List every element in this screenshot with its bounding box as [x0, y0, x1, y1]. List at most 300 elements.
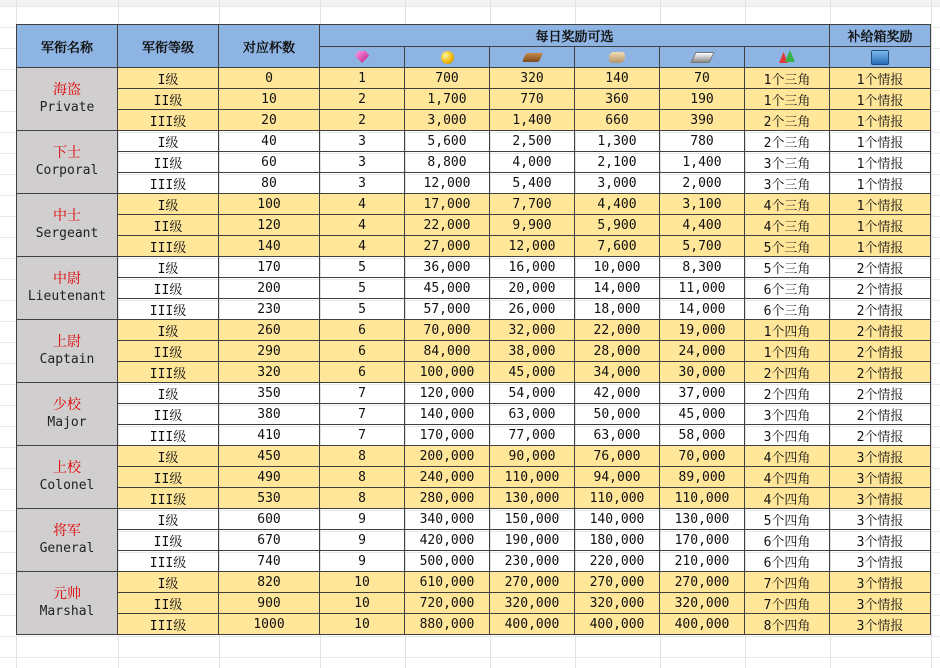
intel-cell[interactable]: 2个情报 — [830, 404, 931, 425]
level-cell[interactable]: II级 — [118, 467, 219, 488]
gem-cell[interactable]: 4 — [320, 215, 405, 236]
wood-cell[interactable]: 32,000 — [490, 320, 575, 341]
wood-cell[interactable]: 320,000 — [490, 593, 575, 614]
level-cell[interactable]: III级 — [118, 110, 219, 131]
iron-cell[interactable]: 58,000 — [660, 425, 745, 446]
header-pieces[interactable] — [745, 47, 830, 68]
wood-cell[interactable]: 150,000 — [490, 509, 575, 530]
iron-cell[interactable]: 14,000 — [660, 299, 745, 320]
stone-cell[interactable]: 28,000 — [575, 341, 660, 362]
gem-cell[interactable]: 5 — [320, 299, 405, 320]
stone-cell[interactable]: 5,900 — [575, 215, 660, 236]
cups-cell[interactable]: 410 — [219, 425, 320, 446]
stone-cell[interactable]: 110,000 — [575, 488, 660, 509]
wood-cell[interactable]: 26,000 — [490, 299, 575, 320]
stone-cell[interactable]: 140,000 — [575, 509, 660, 530]
pieces-cell[interactable]: 7个四角 — [745, 593, 830, 614]
pieces-cell[interactable]: 1个四角 — [745, 320, 830, 341]
gold-cell[interactable]: 420,000 — [405, 530, 490, 551]
gem-cell[interactable]: 6 — [320, 341, 405, 362]
rank-name-en: Private — [39, 100, 95, 115]
intel-cell[interactable]: 1个情报 — [830, 215, 931, 236]
level-cell[interactable]: I级 — [118, 320, 219, 341]
intel-cell[interactable]: 3个情报 — [830, 530, 931, 551]
stone-cell[interactable]: 660 — [575, 110, 660, 131]
level-cell[interactable]: III级 — [118, 362, 219, 383]
wood-cell[interactable]: 38,000 — [490, 341, 575, 362]
iron-cell[interactable]: 4,400 — [660, 215, 745, 236]
intel-cell[interactable]: 2个情报 — [830, 278, 931, 299]
rank-name-cell[interactable] — [17, 320, 118, 383]
stone-icon — [609, 52, 625, 63]
stone-cell[interactable]: 76,000 — [575, 446, 660, 467]
gold-cell[interactable]: 1,700 — [405, 89, 490, 110]
table-row — [17, 257, 931, 278]
header-cups[interactable]: 对应杯数 — [219, 25, 320, 68]
iron-cell[interactable]: 70,000 — [660, 446, 745, 467]
table-row — [17, 173, 931, 194]
intel-cell[interactable]: 3个情报 — [830, 488, 931, 509]
iron-cell[interactable]: 320,000 — [660, 593, 745, 614]
gem-cell[interactable]: 7 — [320, 425, 405, 446]
gem-cell[interactable]: 8 — [320, 488, 405, 509]
pieces-cell[interactable]: 5个四角 — [745, 509, 830, 530]
gold-cell[interactable]: 240,000 — [405, 467, 490, 488]
cups-cell[interactable]: 0 — [219, 68, 320, 89]
gold-cell[interactable]: 27,000 — [405, 236, 490, 257]
stone-cell[interactable]: 50,000 — [575, 404, 660, 425]
wood-cell[interactable]: 54,000 — [490, 383, 575, 404]
pieces-cell[interactable]: 8个四角 — [745, 614, 830, 635]
cups-cell[interactable]: 20 — [219, 110, 320, 131]
wood-cell[interactable]: 270,000 — [490, 572, 575, 593]
wood-cell[interactable]: 400,000 — [490, 614, 575, 635]
gold-cell[interactable]: 140,000 — [405, 404, 490, 425]
intel-cell[interactable]: 3个情报 — [830, 467, 931, 488]
iron-cell[interactable]: 8,300 — [660, 257, 745, 278]
level-cell[interactable]: II级 — [118, 593, 219, 614]
cups-cell[interactable]: 60 — [219, 152, 320, 173]
cups-cell[interactable]: 200 — [219, 278, 320, 299]
intel-cell[interactable]: 2个情报 — [830, 320, 931, 341]
header-daily-reward[interactable]: 每日奖励可选 — [320, 25, 830, 47]
pieces-cell[interactable]: 4个四角 — [745, 467, 830, 488]
intel-cell[interactable]: 1个情报 — [830, 89, 931, 110]
level-cell[interactable]: I级 — [118, 131, 219, 152]
level-cell[interactable]: II级 — [118, 152, 219, 173]
gem-cell[interactable]: 4 — [320, 236, 405, 257]
stone-cell[interactable]: 400,000 — [575, 614, 660, 635]
gold-cell[interactable]: 340,000 — [405, 509, 490, 530]
level-cell[interactable]: I级 — [118, 446, 219, 467]
gem-cell[interactable]: 3 — [320, 173, 405, 194]
stone-cell[interactable]: 140 — [575, 68, 660, 89]
header-wood[interactable] — [490, 47, 575, 68]
gem-cell[interactable]: 7 — [320, 404, 405, 425]
level-cell[interactable]: III级 — [118, 614, 219, 635]
header-stone[interactable] — [575, 47, 660, 68]
iron-cell[interactable]: 110,000 — [660, 488, 745, 509]
pieces-cell[interactable]: 4个三角 — [745, 215, 830, 236]
intel-cell[interactable]: 1个情报 — [830, 194, 931, 215]
level-cell[interactable]: I级 — [118, 572, 219, 593]
triangle-pieces-icon — [779, 50, 795, 64]
stone-cell[interactable]: 180,000 — [575, 530, 660, 551]
level-cell[interactable]: II级 — [118, 278, 219, 299]
gem-cell[interactable]: 1 — [320, 68, 405, 89]
header-rank-level[interactable]: 军衔等级 — [118, 25, 219, 68]
iron-cell[interactable]: 37,000 — [660, 383, 745, 404]
gold-cell[interactable]: 170,000 — [405, 425, 490, 446]
header-supply-reward[interactable]: 补给箱奖励 — [830, 25, 931, 47]
iron-cell[interactable]: 400,000 — [660, 614, 745, 635]
rank-name-cn: 少校 — [53, 397, 81, 413]
gold-cell[interactable]: 84,000 — [405, 341, 490, 362]
iron-cell[interactable]: 170,000 — [660, 530, 745, 551]
level-cell[interactable]: II级 — [118, 530, 219, 551]
cups-cell[interactable]: 600 — [219, 509, 320, 530]
gem-cell[interactable]: 6 — [320, 362, 405, 383]
header-supply-box[interactable] — [830, 47, 931, 68]
iron-cell[interactable]: 2,000 — [660, 173, 745, 194]
rank-name-cell[interactable] — [17, 68, 118, 131]
iron-cell[interactable]: 5,700 — [660, 236, 745, 257]
level-cell[interactable]: I级 — [118, 194, 219, 215]
gold-cell[interactable]: 720,000 — [405, 593, 490, 614]
rank-name-en: General — [39, 541, 95, 556]
header-gold[interactable] — [405, 47, 490, 68]
iron-cell[interactable]: 30,000 — [660, 362, 745, 383]
gem-cell[interactable]: 4 — [320, 194, 405, 215]
iron-cell[interactable]: 45,000 — [660, 404, 745, 425]
pieces-cell[interactable]: 2个三角 — [745, 131, 830, 152]
pieces-cell[interactable]: 3个三角 — [745, 152, 830, 173]
header-iron[interactable] — [660, 47, 745, 68]
table-row — [17, 572, 931, 593]
gem-cell[interactable]: 2 — [320, 110, 405, 131]
table-row — [17, 614, 931, 635]
pieces-cell[interactable]: 6个四角 — [745, 551, 830, 572]
level-cell[interactable]: III级 — [118, 488, 219, 509]
table-row — [17, 89, 931, 110]
level-cell[interactable]: I级 — [118, 257, 219, 278]
cups-cell[interactable]: 290 — [219, 341, 320, 362]
wood-cell[interactable]: 45,000 — [490, 362, 575, 383]
gem-cell[interactable]: 3 — [320, 152, 405, 173]
table-row — [17, 152, 931, 173]
rank-name-en: Colonel — [39, 478, 95, 493]
stone-cell[interactable]: 270,000 — [575, 572, 660, 593]
intel-cell[interactable]: 1个情报 — [830, 173, 931, 194]
stone-cell[interactable]: 10,000 — [575, 257, 660, 278]
gem-cell[interactable]: 5 — [320, 257, 405, 278]
rank-reward-table — [16, 24, 931, 635]
pieces-cell[interactable]: 7个四角 — [745, 572, 830, 593]
intel-cell[interactable]: 1个情报 — [830, 68, 931, 89]
supply-box-icon — [871, 50, 889, 65]
cups-cell[interactable]: 10 — [219, 89, 320, 110]
intel-cell[interactable]: 3个情报 — [830, 593, 931, 614]
cups-cell[interactable]: 100 — [219, 194, 320, 215]
intel-cell[interactable]: 1个情报 — [830, 236, 931, 257]
wood-cell[interactable]: 110,000 — [490, 467, 575, 488]
cups-cell[interactable]: 380 — [219, 404, 320, 425]
wood-cell[interactable]: 12,000 — [490, 236, 575, 257]
intel-cell[interactable]: 2个情报 — [830, 257, 931, 278]
wood-cell[interactable]: 1,400 — [490, 110, 575, 131]
wood-cell[interactable]: 9,900 — [490, 215, 575, 236]
rank-name-cell[interactable] — [17, 572, 118, 635]
pieces-cell[interactable]: 2个四角 — [745, 362, 830, 383]
wood-cell[interactable]: 770 — [490, 89, 575, 110]
level-cell[interactable]: I级 — [118, 509, 219, 530]
cups-cell[interactable]: 320 — [219, 362, 320, 383]
gold-cell[interactable]: 5,600 — [405, 131, 490, 152]
rank-name-cn: 元帅 — [53, 586, 81, 602]
gold-cell[interactable]: 200,000 — [405, 446, 490, 467]
level-cell[interactable]: III级 — [118, 299, 219, 320]
gridline-horizontal — [0, 636, 940, 637]
gem-cell[interactable]: 9 — [320, 509, 405, 530]
level-cell[interactable]: II级 — [118, 341, 219, 362]
stone-cell[interactable]: 220,000 — [575, 551, 660, 572]
cups-cell[interactable]: 80 — [219, 173, 320, 194]
rank-name-cell[interactable] — [17, 194, 118, 257]
level-cell[interactable]: II级 — [118, 89, 219, 110]
wood-cell[interactable]: 130,000 — [490, 488, 575, 509]
gem-cell[interactable]: 5 — [320, 278, 405, 299]
cups-cell[interactable]: 350 — [219, 383, 320, 404]
cups-cell[interactable]: 140 — [219, 236, 320, 257]
iron-cell[interactable]: 390 — [660, 110, 745, 131]
intel-cell[interactable]: 2个情报 — [830, 425, 931, 446]
level-cell[interactable]: III级 — [118, 236, 219, 257]
iron-cell[interactable]: 24,000 — [660, 341, 745, 362]
iron-cell[interactable]: 1,400 — [660, 152, 745, 173]
pieces-cell[interactable]: 6个三角 — [745, 299, 830, 320]
table-row — [17, 551, 931, 572]
wood-cell[interactable]: 4,000 — [490, 152, 575, 173]
gold-cell[interactable]: 700 — [405, 68, 490, 89]
table-row — [17, 425, 931, 446]
wood-cell[interactable]: 230,000 — [490, 551, 575, 572]
gold-cell[interactable]: 57,000 — [405, 299, 490, 320]
wood-cell[interactable]: 90,000 — [490, 446, 575, 467]
table-row — [17, 446, 931, 467]
stone-cell[interactable]: 2,100 — [575, 152, 660, 173]
stone-cell[interactable]: 34,000 — [575, 362, 660, 383]
pieces-cell[interactable]: 4个三角 — [745, 194, 830, 215]
gem-cell[interactable]: 8 — [320, 446, 405, 467]
gold-cell[interactable]: 22,000 — [405, 215, 490, 236]
gem-cell[interactable]: 9 — [320, 551, 405, 572]
rank-name-en: Lieutenant — [27, 289, 107, 304]
gold-cell[interactable]: 880,000 — [405, 614, 490, 635]
cups-cell[interactable]: 530 — [219, 488, 320, 509]
cups-cell[interactable]: 120 — [219, 215, 320, 236]
stone-cell[interactable]: 320,000 — [575, 593, 660, 614]
wood-cell[interactable]: 63,000 — [490, 404, 575, 425]
cups-cell[interactable]: 900 — [219, 593, 320, 614]
rank-name-cn: 上尉 — [53, 334, 81, 350]
gold-cell[interactable]: 12,000 — [405, 173, 490, 194]
rank-name-cell[interactable] — [17, 257, 118, 320]
wood-cell[interactable]: 5,400 — [490, 173, 575, 194]
stone-cell[interactable]: 42,000 — [575, 383, 660, 404]
intel-cell[interactable]: 3个情报 — [830, 614, 931, 635]
gold-cell[interactable]: 120,000 — [405, 383, 490, 404]
intel-cell[interactable]: 2个情报 — [830, 299, 931, 320]
stone-cell[interactable]: 14,000 — [575, 278, 660, 299]
wood-cell[interactable]: 77,000 — [490, 425, 575, 446]
cups-cell[interactable]: 260 — [219, 320, 320, 341]
pieces-cell[interactable]: 1个三角 — [745, 89, 830, 110]
level-cell[interactable]: I级 — [118, 383, 219, 404]
rank-name-en: Major — [47, 415, 87, 430]
gold-cell[interactable]: 3,000 — [405, 110, 490, 131]
stone-cell[interactable]: 360 — [575, 89, 660, 110]
header-gem[interactable] — [320, 47, 405, 68]
intel-cell[interactable]: 2个情报 — [830, 362, 931, 383]
level-cell[interactable]: II级 — [118, 404, 219, 425]
rank-name-cell[interactable] — [17, 509, 118, 572]
table-row — [17, 509, 931, 530]
gem-cell[interactable]: 7 — [320, 383, 405, 404]
gold-cell[interactable]: 36,000 — [405, 257, 490, 278]
cups-cell[interactable]: 670 — [219, 530, 320, 551]
rank-name-cell[interactable] — [17, 446, 118, 509]
wood-cell[interactable]: 190,000 — [490, 530, 575, 551]
iron-cell[interactable]: 3,100 — [660, 194, 745, 215]
iron-cell[interactable]: 89,000 — [660, 467, 745, 488]
cups-cell[interactable]: 820 — [219, 572, 320, 593]
level-cell[interactable]: III级 — [118, 551, 219, 572]
gem-cell[interactable]: 6 — [320, 320, 405, 341]
rank-name-en: Captain — [39, 352, 95, 367]
rank-name-cell[interactable] — [17, 131, 118, 194]
table-row — [17, 383, 931, 404]
iron-cell[interactable]: 210,000 — [660, 551, 745, 572]
iron-cell[interactable]: 70 — [660, 68, 745, 89]
gold-cell[interactable]: 100,000 — [405, 362, 490, 383]
level-cell[interactable]: I级 — [118, 68, 219, 89]
table-row — [17, 278, 931, 299]
gold-cell[interactable]: 17,000 — [405, 194, 490, 215]
iron-cell[interactable]: 780 — [660, 131, 745, 152]
gridline-horizontal — [0, 657, 940, 658]
pieces-cell[interactable]: 6个三角 — [745, 278, 830, 299]
pieces-cell[interactable]: 1个三角 — [745, 68, 830, 89]
gem-cell[interactable]: 10 — [320, 614, 405, 635]
pieces-cell[interactable]: 2个三角 — [745, 110, 830, 131]
table-row — [17, 110, 931, 131]
cups-cell[interactable]: 740 — [219, 551, 320, 572]
pieces-cell[interactable]: 2个四角 — [745, 383, 830, 404]
gold-cell[interactable]: 45,000 — [405, 278, 490, 299]
pieces-cell[interactable]: 4个四角 — [745, 446, 830, 467]
gold-cell[interactable]: 610,000 — [405, 572, 490, 593]
intel-cell[interactable]: 1个情报 — [830, 152, 931, 173]
header-rank-name[interactable]: 军衔名称 — [17, 25, 118, 68]
rank-name-en: Sergeant — [35, 226, 99, 241]
stone-cell[interactable]: 3,000 — [575, 173, 660, 194]
iron-cell[interactable]: 270,000 — [660, 572, 745, 593]
iron-cell[interactable]: 19,000 — [660, 320, 745, 341]
pieces-cell[interactable]: 5个三角 — [745, 257, 830, 278]
intel-cell[interactable]: 3个情报 — [830, 446, 931, 467]
table-row — [17, 467, 931, 488]
gem-cell[interactable]: 3 — [320, 131, 405, 152]
stone-cell[interactable]: 94,000 — [575, 467, 660, 488]
cups-cell[interactable]: 450 — [219, 446, 320, 467]
pieces-cell[interactable]: 1个四角 — [745, 341, 830, 362]
rank-name-cell[interactable] — [17, 383, 118, 446]
rank-name-cn: 中士 — [53, 208, 81, 224]
pieces-cell[interactable]: 3个三角 — [745, 173, 830, 194]
cups-cell[interactable]: 40 — [219, 131, 320, 152]
stone-cell[interactable]: 18,000 — [575, 299, 660, 320]
rank-name-cn: 中尉 — [53, 271, 81, 287]
iron-cell[interactable]: 11,000 — [660, 278, 745, 299]
stone-cell[interactable]: 4,400 — [575, 194, 660, 215]
cups-cell[interactable]: 170 — [219, 257, 320, 278]
gem-cell[interactable]: 10 — [320, 572, 405, 593]
cups-cell[interactable]: 1000 — [219, 614, 320, 635]
gem-cell[interactable]: 10 — [320, 593, 405, 614]
table-row — [17, 488, 931, 509]
stone-cell[interactable]: 63,000 — [575, 425, 660, 446]
iron-cell[interactable]: 130,000 — [660, 509, 745, 530]
intel-cell[interactable]: 2个情报 — [830, 383, 931, 404]
wood-cell[interactable]: 2,500 — [490, 131, 575, 152]
stone-cell[interactable]: 7,600 — [575, 236, 660, 257]
pieces-cell[interactable]: 3个四角 — [745, 425, 830, 446]
level-cell[interactable]: III级 — [118, 173, 219, 194]
cups-cell[interactable]: 230 — [219, 299, 320, 320]
iron-cell[interactable]: 190 — [660, 89, 745, 110]
stone-cell[interactable]: 22,000 — [575, 320, 660, 341]
rank-name-en: Corporal — [35, 163, 99, 178]
pieces-cell[interactable]: 5个三角 — [745, 236, 830, 257]
gold-cell[interactable]: 8,800 — [405, 152, 490, 173]
cups-cell[interactable]: 490 — [219, 467, 320, 488]
wood-cell[interactable]: 20,000 — [490, 278, 575, 299]
rank-name-en: Marshal — [39, 604, 95, 619]
wood-cell[interactable]: 7,700 — [490, 194, 575, 215]
gold-cell[interactable]: 70,000 — [405, 320, 490, 341]
intel-cell[interactable]: 3个情报 — [830, 509, 931, 530]
pieces-cell[interactable]: 3个四角 — [745, 404, 830, 425]
pieces-cell[interactable]: 6个四角 — [745, 530, 830, 551]
pieces-cell[interactable]: 4个四角 — [745, 488, 830, 509]
intel-cell[interactable]: 1个情报 — [830, 131, 931, 152]
stone-cell[interactable]: 1,300 — [575, 131, 660, 152]
level-cell[interactable]: III级 — [118, 425, 219, 446]
intel-cell[interactable]: 3个情报 — [830, 551, 931, 572]
intel-cell[interactable]: 1个情报 — [830, 110, 931, 131]
gem-cell[interactable]: 9 — [320, 530, 405, 551]
gem-cell[interactable]: 8 — [320, 467, 405, 488]
gold-cell[interactable]: 280,000 — [405, 488, 490, 509]
intel-cell[interactable]: 2个情报 — [830, 341, 931, 362]
wood-cell[interactable]: 320 — [490, 68, 575, 89]
wood-cell[interactable]: 16,000 — [490, 257, 575, 278]
level-cell[interactable]: II级 — [118, 215, 219, 236]
table-row — [17, 362, 931, 383]
gold-cell[interactable]: 500,000 — [405, 551, 490, 572]
gem-cell[interactable]: 2 — [320, 89, 405, 110]
intel-cell[interactable]: 3个情报 — [830, 572, 931, 593]
